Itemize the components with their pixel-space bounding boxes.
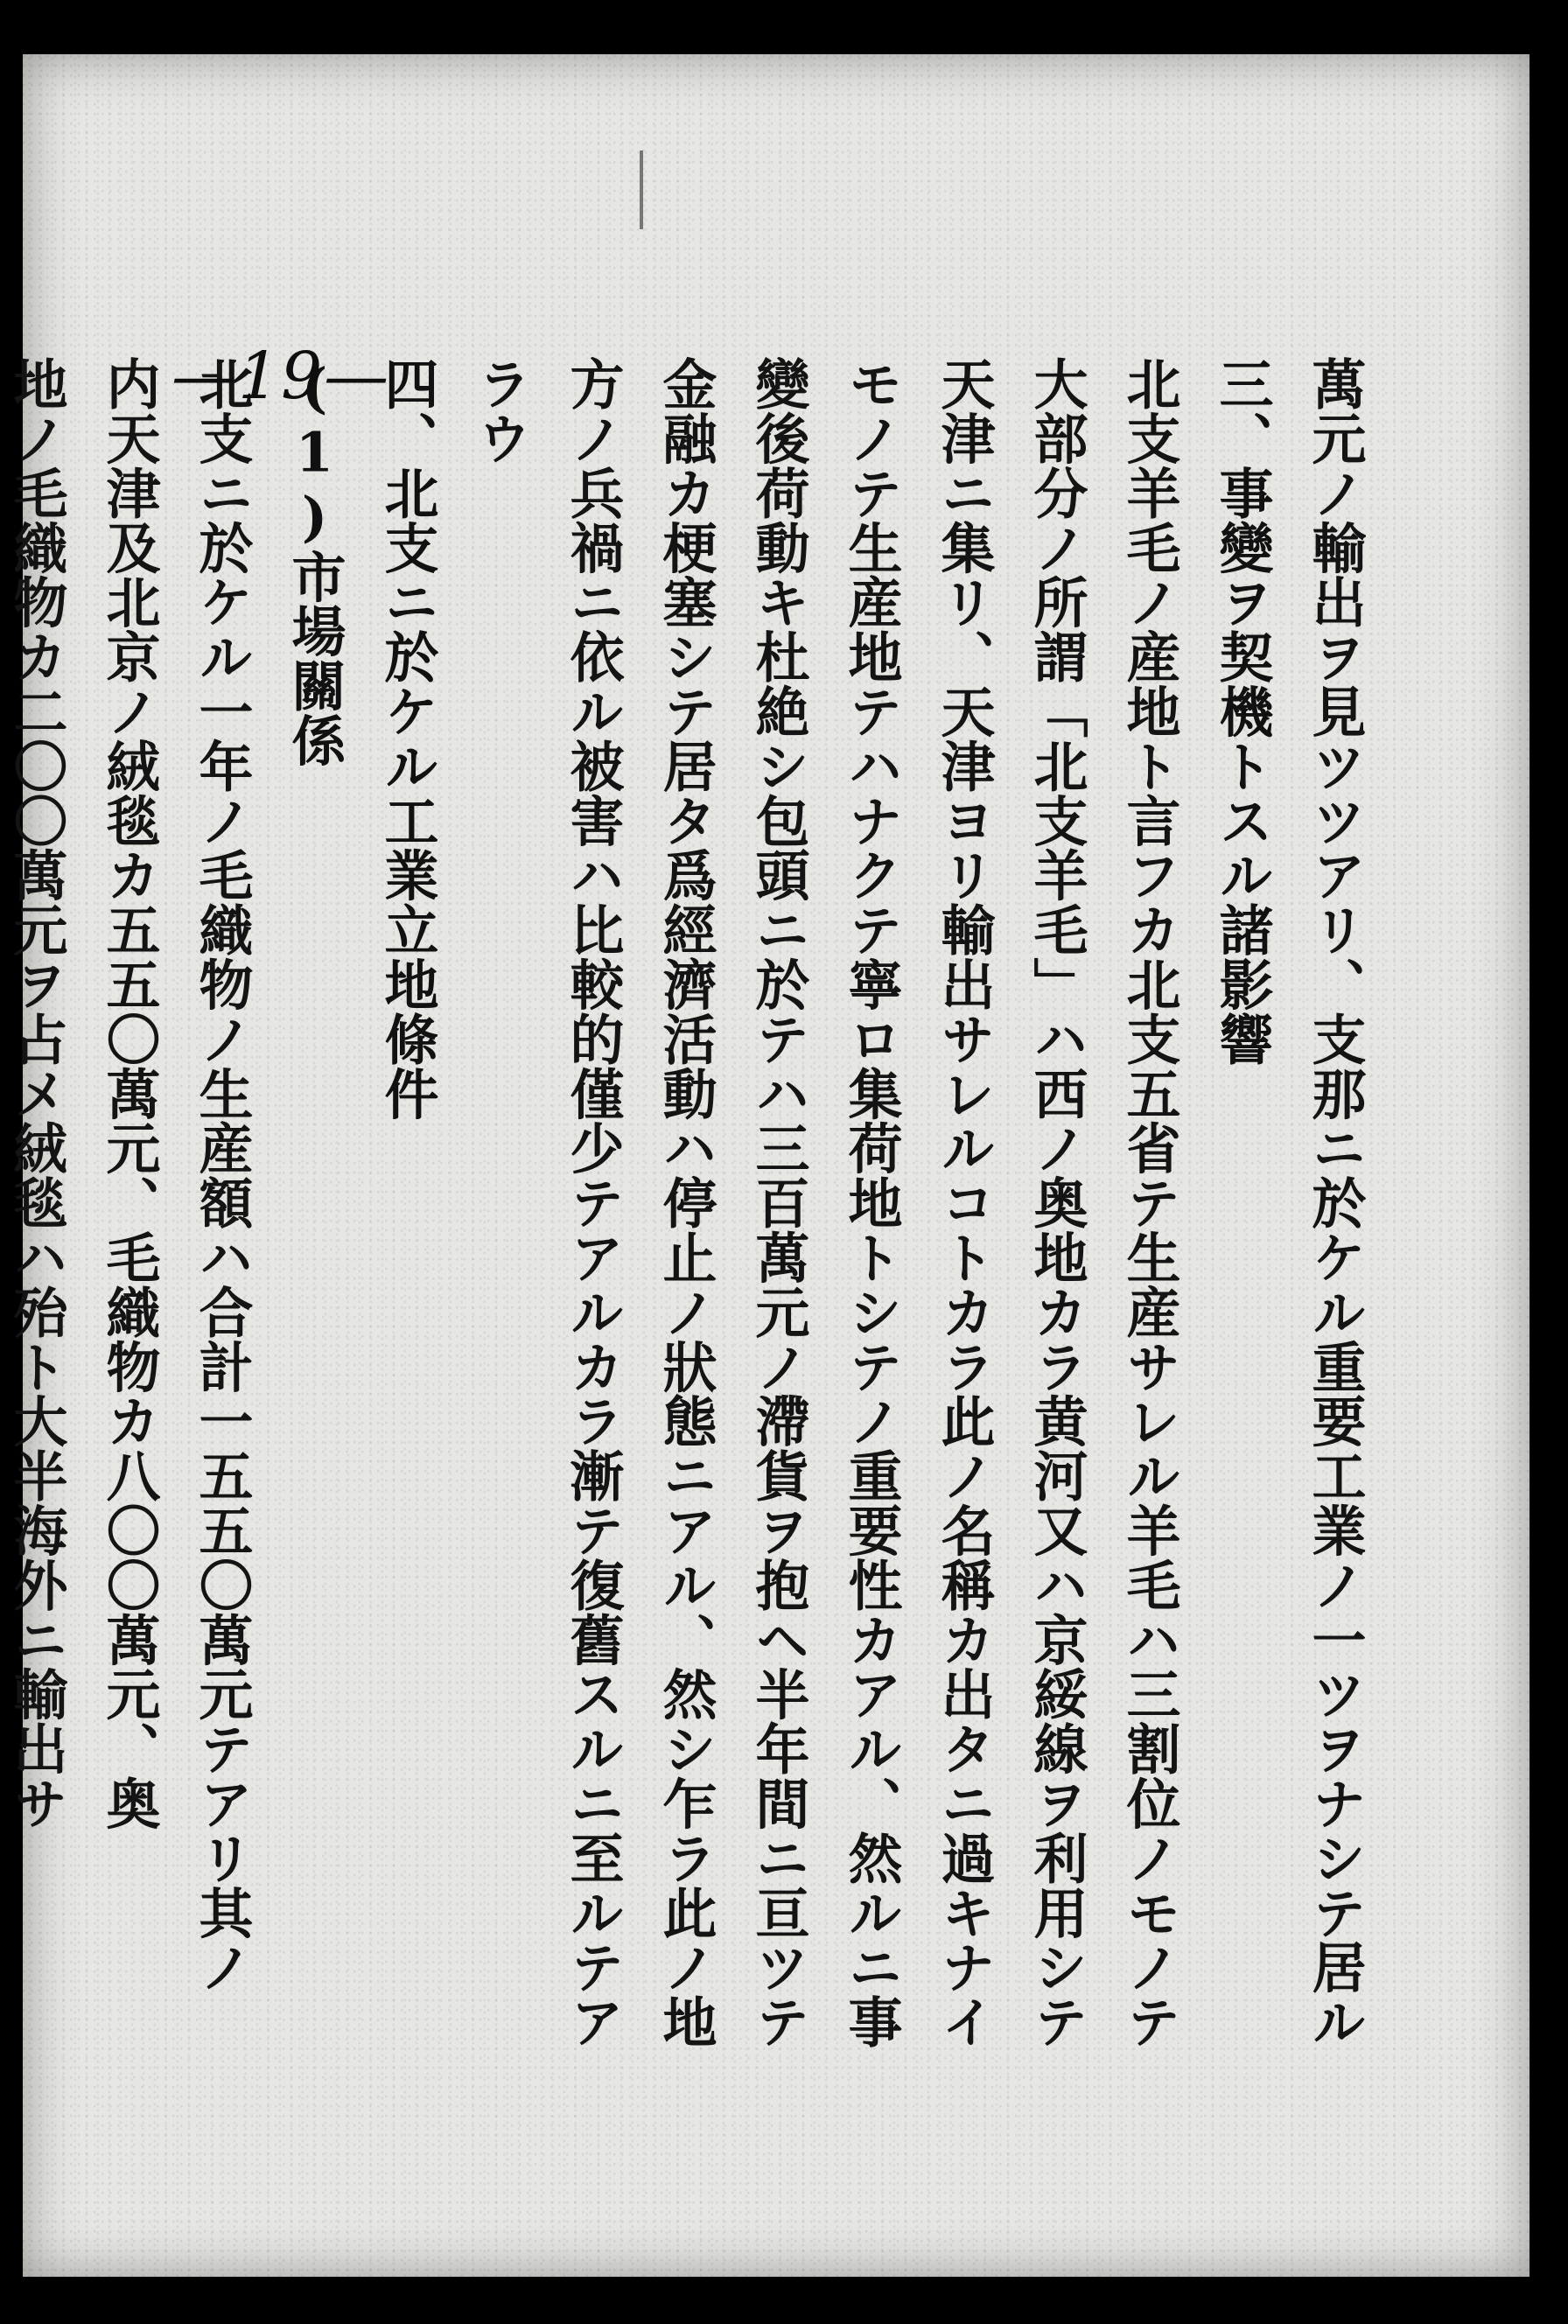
section-heading: 四、北支ニ於ケル工業立地條件 xyxy=(375,356,439,1121)
text-column: 變後荷動キ杜絶シ包頭ニ於テハ三百萬元ノ滯貨ヲ抱ヘ半年間ニ亘ツテ xyxy=(746,356,810,2049)
subsection-heading: (1)市場關係 xyxy=(283,356,346,767)
ink-mark xyxy=(640,150,643,229)
section-heading: 三、事變ヲ契機トスル諸影響 xyxy=(1210,356,1274,1067)
text-column: 方ノ兵禍ニ依ル被害ハ比較的僅少テアルカラ漸テ復舊スルニ至ルテア xyxy=(561,356,625,2049)
text-column: 萬元ノ輸出ヲ見ツツアリ、支那ニ於ケル重要工業ノ一ツヲナシテ居ル xyxy=(1303,356,1367,2049)
text-column: 地ノ毛織物カ二〇〇萬元ヲ占メ絨毯ハ殆ト大半海外ニ輸出サ xyxy=(4,356,68,1830)
vertical-text-body xyxy=(0,356,1381,2176)
page-number: —19— xyxy=(172,339,391,414)
text-column: ラウ xyxy=(468,356,532,466)
text-column: モノテ生産地テハナクテ寧ロ集荷地トシテノ重要性カアル、然ルニ事 xyxy=(839,356,903,2049)
text-column: 北支羊毛ノ産地ト言フカ北支五省テ生産サレル羊毛ハ三割位ノモノテ xyxy=(1117,356,1181,2049)
text-column: 天津ニ集リ、天津ヨリ輸出サレルコトカラ此ノ名稱カ出タニ過キナイ xyxy=(932,356,996,2049)
document-page xyxy=(4,54,1530,2277)
text-column: 金融カ梗塞シテ居タ爲經濟活動ハ停止ノ狀態ニアル、然シ乍ラ此ノ地 xyxy=(654,356,718,2049)
text-column: 北支ニ於ケル一年ノ毛織物ノ生産額ハ合計一五五〇萬元テアリ其ノ xyxy=(190,356,254,1994)
text-column: 内天津及北京ノ絨毯カ五五〇萬元、毛織物カ八〇〇萬元、奥 xyxy=(97,356,161,1830)
text-column: 大部分ノ所謂「北支羊毛」ハ西ノ奥地カラ黄河又ハ京綏線ヲ利用シテ xyxy=(1025,356,1088,2049)
